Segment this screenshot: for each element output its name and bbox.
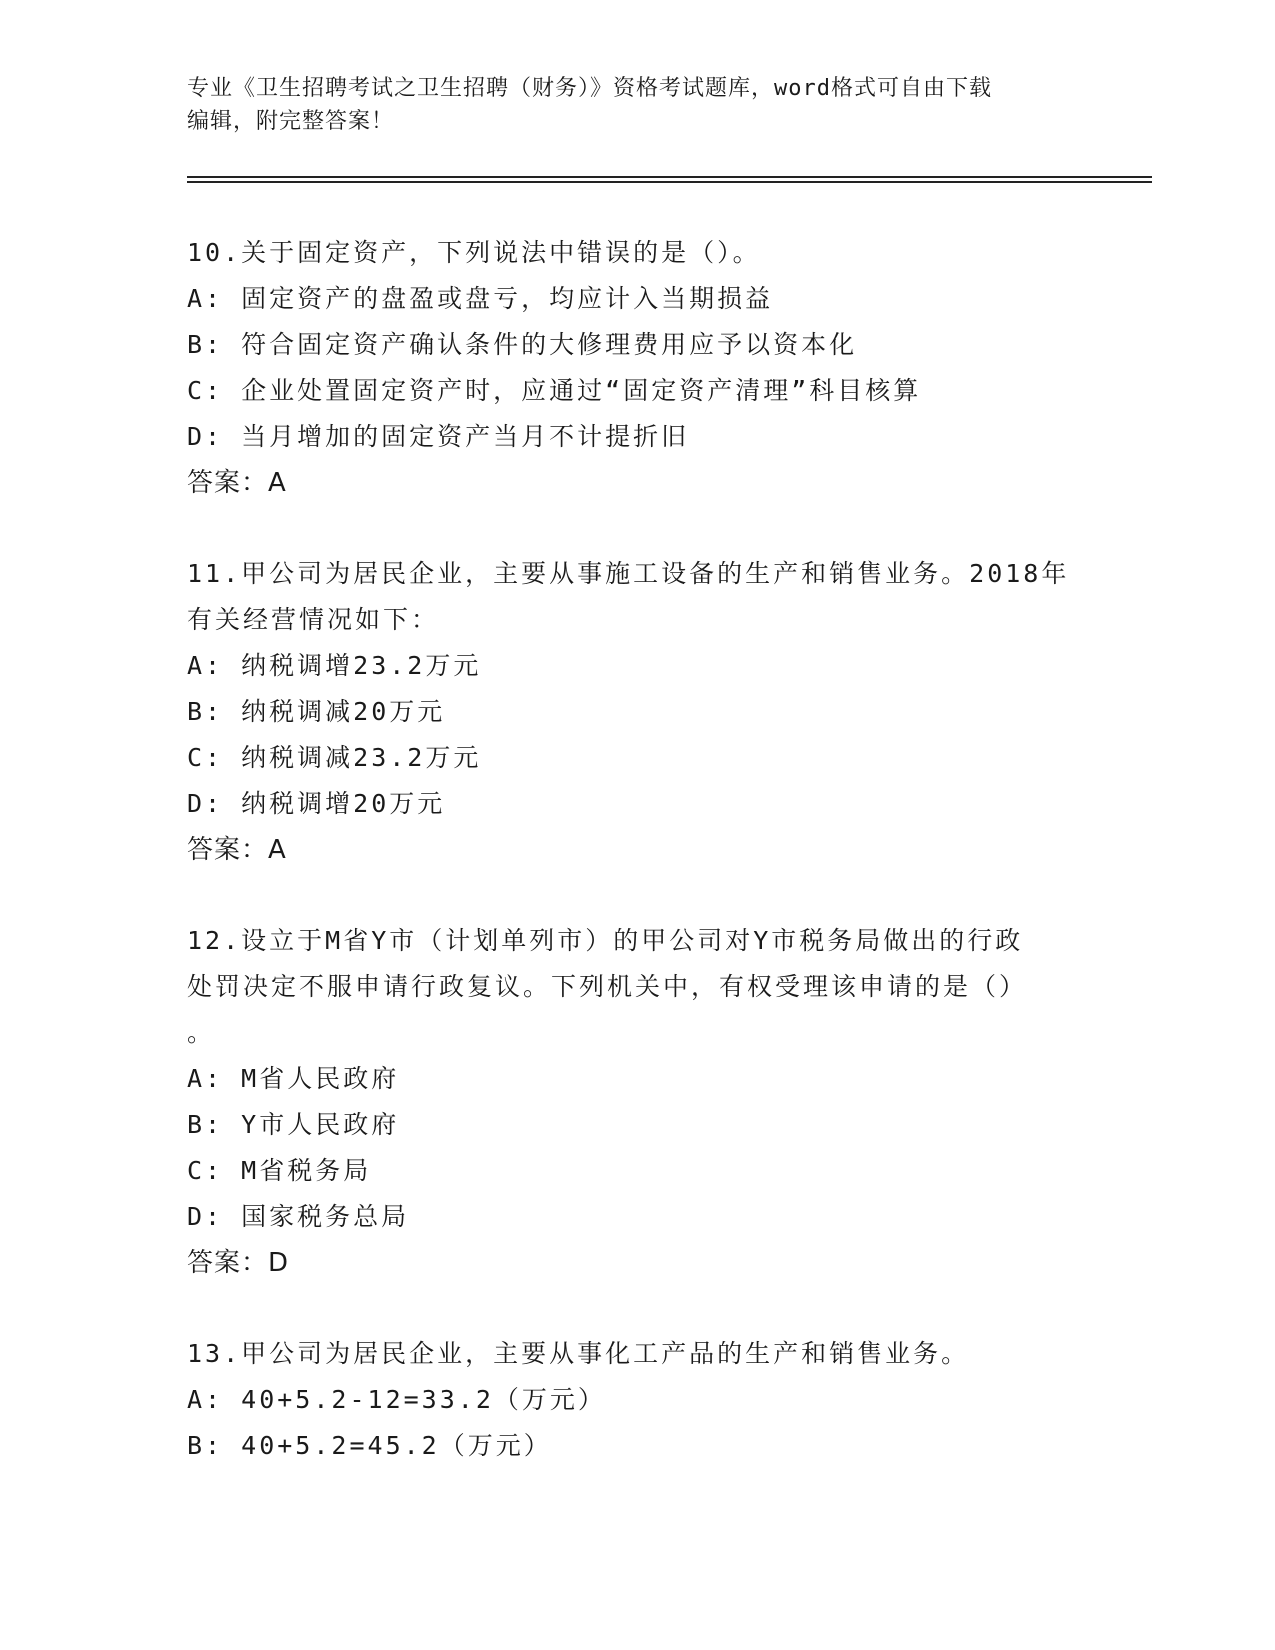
option-d: D: 当月增加的固定资产当月不计提折旧 xyxy=(187,422,690,451)
question-13 xyxy=(187,1331,1087,1469)
document-header xyxy=(187,72,1087,138)
question-stem-continued: 。 xyxy=(187,1018,216,1047)
option-b: B: 纳税调减20万元 xyxy=(187,697,446,726)
option-d: D: 纳税调增20万元 xyxy=(187,789,446,818)
question-12 xyxy=(187,918,1087,1286)
option-c: C: 纳税调减23.2万元 xyxy=(187,743,482,772)
option-b: B: 符合固定资产确认条件的大修理费用应予以资本化 xyxy=(187,330,858,359)
option-a: A: 纳税调增23.2万元 xyxy=(187,651,482,680)
option-c: C: M省税务局 xyxy=(187,1156,372,1185)
option-a: A: 40+5.2-12=33.2（万元） xyxy=(187,1385,606,1414)
answer-label: 答案：A xyxy=(187,835,287,865)
header-divider-top xyxy=(187,176,1152,178)
question-stem: 12.设立于M省Y市（计划单列市）的甲公司对Y市税务局做出的行政 xyxy=(187,926,1024,955)
header-divider-bottom xyxy=(187,181,1152,183)
question-stem-continued: 有关经营情况如下： xyxy=(187,605,440,634)
option-c: C: 企业处置固定资产时，应通过“固定资产清理”科目核算 xyxy=(187,376,922,405)
header-line-2: 编辑，附完整答案！ xyxy=(187,109,395,134)
question-stem: 10.关于固定资产，下列说法中错误的是（）。 xyxy=(187,238,761,267)
header-line-1: 专业《卫生招聘考试之卫生招聘（财务）》资格考试题库，word格式可自由下载 xyxy=(187,76,992,101)
question-10 xyxy=(187,230,1087,506)
answer-label: 答案：D xyxy=(187,1248,290,1278)
option-d: D: 国家税务总局 xyxy=(187,1202,410,1231)
question-11 xyxy=(187,551,1087,873)
option-a: A: 固定资产的盘盈或盘亏，均应计入当期损益 xyxy=(187,284,774,313)
question-stem-continued: 处罚决定不服申请行政复议。下列机关中，有权受理该申请的是（） xyxy=(187,972,1028,1001)
question-stem: 11.甲公司为居民企业，主要从事施工设备的生产和销售业务。2018年 xyxy=(187,559,1070,588)
answer-label: 答案：A xyxy=(187,468,287,498)
question-list xyxy=(187,230,1087,1514)
option-b: B: 40+5.2=45.2（万元） xyxy=(187,1431,552,1460)
option-b: B: Y市人民政府 xyxy=(187,1110,400,1139)
option-a: A: M省人民政府 xyxy=(187,1064,400,1093)
question-stem: 13.甲公司为居民企业，主要从事化工产品的生产和销售业务。 xyxy=(187,1339,970,1368)
